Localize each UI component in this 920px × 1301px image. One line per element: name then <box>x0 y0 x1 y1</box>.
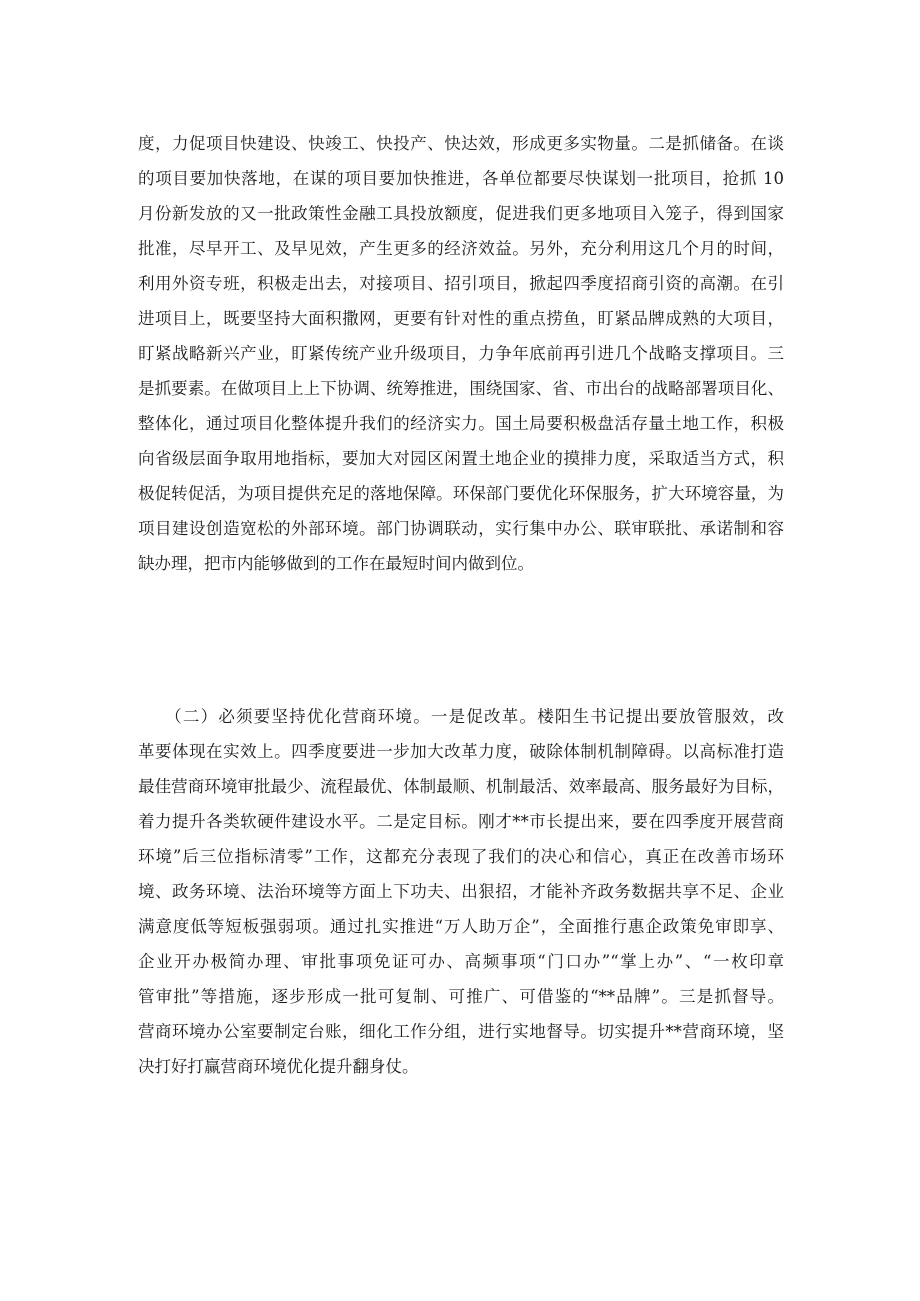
text-line: 着力提升各类软硬件建设水平。二是定目标。刚才**市长提出来，要在四季度开展营商 <box>138 812 784 831</box>
text-line: 度，力促项目快建设、快竣工、快投产、快达效，形成更多实物量。二是抓储备。在谈 <box>138 134 784 153</box>
text-line: 是抓要素。在做项目上上下协调、统筹推进，围绕国家、省、市出台的战略部署项目化、 <box>138 379 784 398</box>
text-line: 月份新发放的又一批政策性金融工具投放额度，促进我们更多地项目入笼子，得到国家 <box>138 204 784 223</box>
text-line: 决打好打赢营商环境优化提升翻身仗。 <box>138 1057 419 1076</box>
text-line: 最佳营商环境审批最少、流程最优、体制最顺、机制最活、效率最高、服务最好为目标， <box>138 777 784 796</box>
text-line: 极促转促活，为项目提供充足的落地保障。环保部门要优化环保服务，扩大环境容量，为 <box>138 484 784 503</box>
paragraph-business-environment <box>138 699 784 1084</box>
text-line: 企业开办极简办理、审批事项免证可办、高频事项“门口办”“掌上办”、“一枚印章 <box>138 952 784 971</box>
paragraph-project-work <box>138 126 784 581</box>
text-line: 环境”后三位指标清零”工作，这都充分表现了我们的决心和信心，真正在改善市场环 <box>138 847 784 866</box>
text-line: 向省级层面争取用地指标，要加大对园区闲置土地企业的摸排力度，采取适当方式，积 <box>138 449 784 468</box>
text-line: 进项目上，既要坚持大面积撒网，更要有针对性的重点捞鱼，盯紧品牌成熟的大项目， <box>138 309 784 328</box>
text-line: 盯紧战略新兴产业，盯紧传统产业升级项目，力争年底前再引进几个战略支撑项目。三 <box>138 344 784 363</box>
text-line: 营商环境办公室要制定台账，细化工作分组，进行实地督导。切实提升**营商环境，坚 <box>138 1022 784 1041</box>
text-line: 整体化，通过项目化整体提升我们的经济实力。国土局要积极盘活存量土地工作，积极 <box>138 414 784 433</box>
text-line: （二）必须要坚持优化营商环境。一是促改革。楼阳生书记提出要放管服效，改 <box>138 707 784 726</box>
text-line: 利用外资专班，积极走出去，对接项目、招引项目，掀起四季度招商引资的高潮。在引 <box>138 274 784 293</box>
text-line: 缺办理，把市内能够做到的工作在最短时间内做到位。 <box>138 554 534 573</box>
text-line: 批准，尽早开工、及早见效，产生更多的经济效益。另外，充分利用这几个月的时间， <box>138 239 784 258</box>
text-line: 满意度低等短板强弱项。通过扎实推进“万人助万企”，全面推行惠企政策免审即享、 <box>138 917 784 936</box>
text-line: 的项目要加快落地，在谋的项目要加快推进，各单位都要尽快谋划一批项目，抢抓 10 <box>138 169 784 188</box>
text-line: 境、政务环境、法治环境等方面上下功夫、出狠招，才能补齐政务数据共享不足、企业 <box>138 882 784 901</box>
text-line: 管审批”等措施，逐步形成一批可复制、可推广、可借鉴的“**品牌”。三是抓督导。 <box>138 987 784 1006</box>
text-line: 革要体现在实效上。四季度要进一步加大改革力度，破除体制机制障碍。以高标准打造 <box>138 742 784 761</box>
text-line: 项目建设创造宽松的外部环境。部门协调联动，实行集中办公、联审联批、承诺制和容 <box>138 519 784 538</box>
